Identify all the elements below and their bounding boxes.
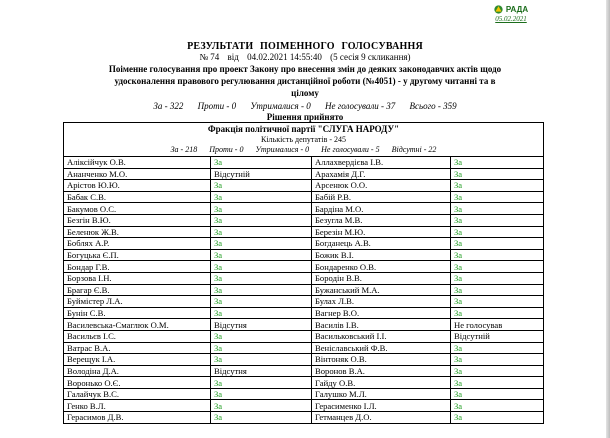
deputy-name: Бабій Р.В. xyxy=(312,191,451,203)
rada-logo xyxy=(487,5,535,23)
faction-tally-proty: Проти - 0 xyxy=(209,145,244,154)
deputy-vote: За xyxy=(451,203,544,215)
deputy-name: Гайду О.В. xyxy=(312,377,451,389)
deputy-vote: За xyxy=(451,307,544,319)
deputy-vote: За xyxy=(451,400,544,412)
summary-proty: Проти - 0 xyxy=(197,101,237,111)
vote-summary xyxy=(0,101,610,111)
deputy-row xyxy=(64,377,544,389)
deputy-name: Аллахвердієва І.В. xyxy=(312,157,451,169)
deputy-vote: Не голосував xyxy=(451,319,544,331)
vote-datetime: 04.02.2021 14:55:40 xyxy=(247,52,322,62)
deputy-vote: Відсутній xyxy=(211,168,312,180)
deputy-name: Бабак С.В. xyxy=(64,191,211,203)
deputy-vote: За xyxy=(211,180,312,192)
vote-description-line2: удосконалення правового регулювання дистанційної роботи (№4051) - у другому читанні та в xyxy=(114,76,496,86)
deputy-row xyxy=(64,272,544,284)
deputy-vote: За xyxy=(211,284,312,296)
deputy-vote: За xyxy=(211,342,312,354)
date-prefix: від xyxy=(227,52,239,62)
deputy-row xyxy=(64,261,544,273)
deputy-name: Бондаренко О.В. xyxy=(312,261,451,273)
summary-za: За - 322 xyxy=(153,101,184,111)
deputy-name: Васильєв І.С. xyxy=(64,330,211,342)
deputy-vote: За xyxy=(451,377,544,389)
deputy-vote: За xyxy=(211,330,312,342)
deputy-vote: За xyxy=(451,388,544,400)
faction-header-row xyxy=(64,123,544,157)
deputy-name: Березін М.Ю. xyxy=(312,226,451,238)
deputy-row xyxy=(64,307,544,319)
deputy-name: Буймістер Л.А. xyxy=(64,296,211,308)
deputy-vote: За xyxy=(451,296,544,308)
vote-result: Рішення прийнято xyxy=(266,112,344,122)
vote-number: № 74 xyxy=(199,52,220,62)
deputy-name: Вагнер В.О. xyxy=(312,307,451,319)
summary-vsoho: Всього - 359 xyxy=(409,101,457,111)
deputy-vote: За xyxy=(211,272,312,284)
deputy-name: Галайчук В.С. xyxy=(64,388,211,400)
deputy-name: Безгін В.Ю. xyxy=(64,214,211,226)
rada-logo-mark xyxy=(487,5,535,14)
faction-tally xyxy=(64,145,543,155)
deputy-name: Воронько О.Є. xyxy=(64,377,211,389)
deputy-name: Володіна Д.А. xyxy=(64,365,211,377)
deputy-row xyxy=(64,412,544,424)
deputy-vote: За xyxy=(211,191,312,203)
deputy-name: Боблях А.Р. xyxy=(64,238,211,250)
deputy-vote: За xyxy=(451,226,544,238)
deputy-vote: За xyxy=(451,249,544,261)
vote-meta xyxy=(0,52,610,62)
deputy-name: Арсенюк О.О. xyxy=(312,180,451,192)
deputy-row xyxy=(64,330,544,342)
deputy-vote: За xyxy=(211,377,312,389)
logo-date: 05.02.2021 xyxy=(495,15,527,23)
faction-tally-utrymalysia: Утрималися - 0 xyxy=(255,145,310,154)
deputy-vote: За xyxy=(451,180,544,192)
deputy-name: Аліксійчук О.В. xyxy=(64,157,211,169)
deputy-name: Веніславський Ф.В. xyxy=(312,342,451,354)
deputy-vote: За xyxy=(451,168,544,180)
deputy-name: Герасимов Д.В. xyxy=(64,412,211,424)
deputy-row xyxy=(64,226,544,238)
deputy-name: Арахамія Д.Г. xyxy=(312,168,451,180)
deputy-vote: Відсутня xyxy=(211,365,312,377)
faction-title: Фракція політичної партії "СЛУГА НАРОДУ" xyxy=(207,124,400,134)
deputy-vote: Відсутня xyxy=(211,319,312,331)
deputy-row xyxy=(64,296,544,308)
deputy-row xyxy=(64,238,544,250)
faction-tally-vidsutni: Відсутні - 22 xyxy=(391,145,437,154)
deputy-name: Вінтоняк О.В. xyxy=(312,354,451,366)
faction-vote-table xyxy=(63,122,544,424)
deputy-vote: За xyxy=(211,296,312,308)
deputy-name: Генко В.Л. xyxy=(64,400,211,412)
deputy-row xyxy=(64,400,544,412)
deputy-name: Беленюк Ж.В. xyxy=(64,226,211,238)
deputy-vote: Відсутній xyxy=(451,330,544,342)
deputy-name: Васильковський І.І. xyxy=(312,330,451,342)
deputy-name: Бондар Г.В. xyxy=(64,261,211,273)
deputy-name: Бардіна М.О. xyxy=(312,203,451,215)
session-info: (5 сесія 9 скликання) xyxy=(330,52,411,62)
faction-tally-ne-holosuvaly: Не голосували - 5 xyxy=(321,145,380,154)
deputy-row xyxy=(64,203,544,215)
deputy-row xyxy=(64,319,544,331)
deputy-vote: За xyxy=(211,412,312,424)
deputy-vote: За xyxy=(211,226,312,238)
deputy-name: Верещук І.А. xyxy=(64,354,211,366)
deputy-vote: За xyxy=(451,261,544,273)
deputy-name: Гетманцев Д.О. xyxy=(312,412,451,424)
deputy-name: Бородін В.В. xyxy=(312,272,451,284)
deputy-vote: За xyxy=(451,238,544,250)
logo-text: РАДА xyxy=(505,5,529,14)
deputy-vote: За xyxy=(451,214,544,226)
summary-ne-holosuvaly: Не голосували - 37 xyxy=(324,101,396,111)
deputy-vote: За xyxy=(451,354,544,366)
deputy-row xyxy=(64,388,544,400)
deputy-name: Арістов Ю.Ю. xyxy=(64,180,211,192)
vote-description-line1: Поіменне голосування про проект Закону про внесення змін до деяких законодавчих актів щодо xyxy=(108,64,502,74)
deputy-name: Божик В.І. xyxy=(312,249,451,261)
deputy-vote: За xyxy=(211,238,312,250)
deputy-vote: За xyxy=(211,261,312,273)
deputy-name: Бунін С.В. xyxy=(64,307,211,319)
deputy-vote: За xyxy=(211,157,312,169)
deputy-name: Герасименко І.Л. xyxy=(312,400,451,412)
deputy-vote: За xyxy=(211,203,312,215)
deputy-row xyxy=(64,354,544,366)
deputy-vote: За xyxy=(451,272,544,284)
deputy-vote: За xyxy=(451,284,544,296)
deputy-row xyxy=(64,191,544,203)
deputy-vote: За xyxy=(451,191,544,203)
deputy-vote: За xyxy=(211,249,312,261)
deputy-row xyxy=(64,180,544,192)
faction-header xyxy=(64,123,544,157)
deputy-row xyxy=(64,284,544,296)
deputy-name: Воронов В.А. xyxy=(312,365,451,377)
deputy-vote: За xyxy=(451,342,544,354)
deputy-vote: За xyxy=(451,157,544,169)
deputy-row xyxy=(64,249,544,261)
deputy-vote: За xyxy=(211,354,312,366)
deputy-name: Борзова І.Н. xyxy=(64,272,211,284)
deputy-row xyxy=(64,342,544,354)
deputy-name: Бакумов О.С. xyxy=(64,203,211,215)
deputy-name: Ананченко М.О. xyxy=(64,168,211,180)
deputy-vote: За xyxy=(211,307,312,319)
deputy-row xyxy=(64,365,544,377)
page-title: РЕЗУЛЬТАТИ ПОІМЕННОГО ГОЛОСУВАННЯ xyxy=(187,41,423,52)
deputy-vote: За xyxy=(211,388,312,400)
deputy-name: Брагар Є.В. xyxy=(64,284,211,296)
deputy-vote: За xyxy=(211,400,312,412)
deputy-vote: За xyxy=(451,365,544,377)
deputy-row xyxy=(64,168,544,180)
rada-emblem-icon xyxy=(494,5,503,14)
deputy-name: Бужанський М.А. xyxy=(312,284,451,296)
deputy-row xyxy=(64,214,544,226)
deputy-name: Галушко М.Л. xyxy=(312,388,451,400)
deputy-row xyxy=(64,157,544,169)
faction-count: Кількість депутатів - 245 xyxy=(261,135,347,144)
deputy-name: Богуцька Є.П. xyxy=(64,249,211,261)
summary-utrymalysia: Утрималися - 0 xyxy=(250,101,311,111)
deputy-name: Василевська-Смаглюк О.М. xyxy=(64,319,211,331)
deputy-name: Богданець А.В. xyxy=(312,238,451,250)
deputy-name: Ватрас В.А. xyxy=(64,342,211,354)
deputy-name: Василів І.В. xyxy=(312,319,451,331)
deputy-name: Безугла М.В. xyxy=(312,214,451,226)
faction-tally-za: За - 218 xyxy=(170,145,198,154)
deputy-vote: За xyxy=(211,214,312,226)
deputy-vote: За xyxy=(451,412,544,424)
deputy-name: Булах Л.В. xyxy=(312,296,451,308)
vote-description-line3: цілому xyxy=(291,88,319,98)
